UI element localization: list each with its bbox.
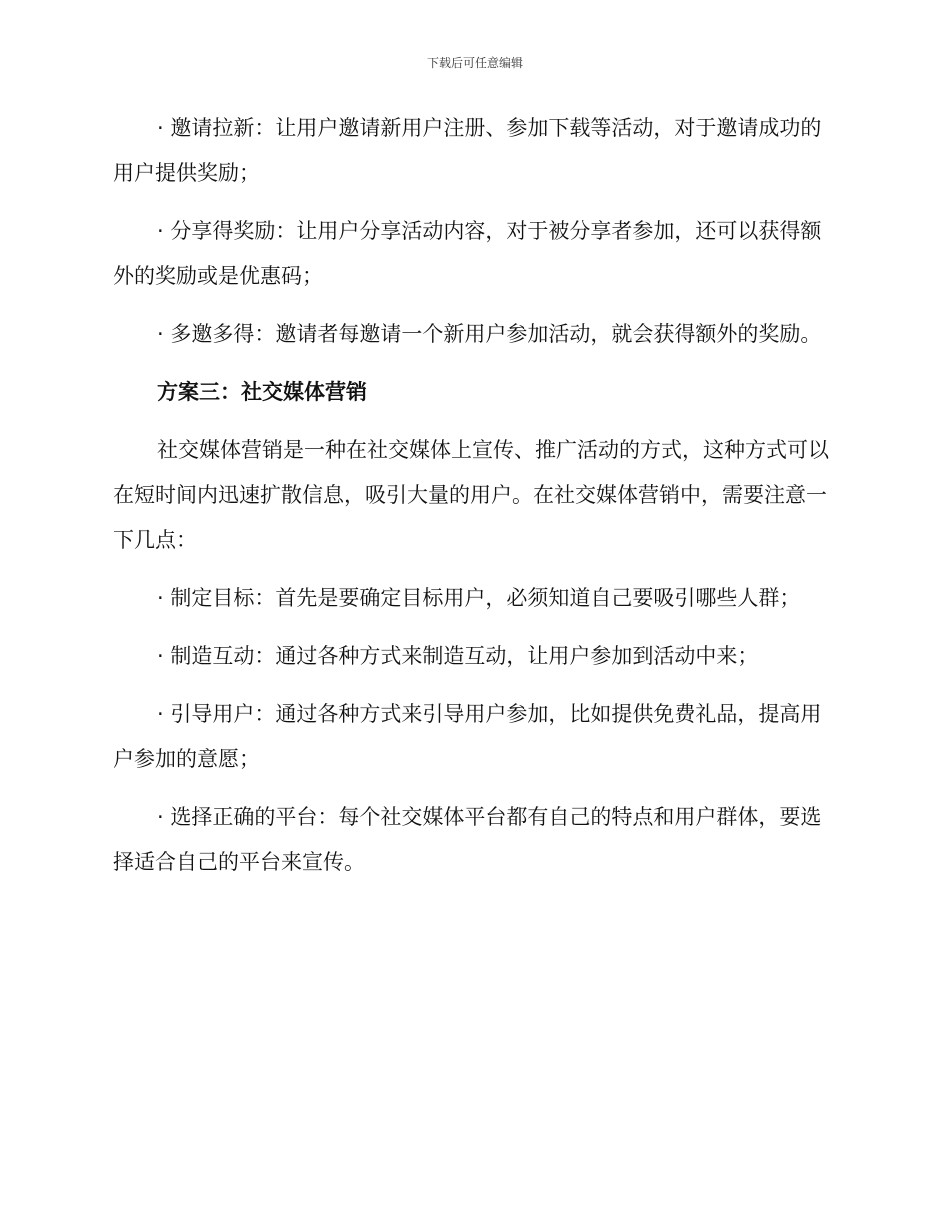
bullet-invite-new: · 邀请拉新：让用户邀请新用户注册、参加下载等活动，对于邀请成功的用户提供奖励； (113, 116, 822, 185)
bullet-set-goal: · 制定目标：首先是要确定目标用户，必须知道自己要吸引哪些人群； (157, 586, 801, 610)
section-intro: 社交媒体营销是一种在社交媒体上宣传、推广活动的方式，这种方式可以在短时间内迅速扩散信息，吸引大量的用户。在社交媒体营销中，需要注意一下几点： (113, 438, 829, 552)
bullet-create-interaction: · 制造互动：通过各种方式来制造互动，让用户参加到活动中来； (157, 644, 759, 668)
section-heading: 方案三：社交媒体营销 (157, 380, 367, 404)
bullet-choose-platform: · 选择正确的平台：每个社交媒体平台都有自己的特点和用户群体，要选择适合自己的平台来宣传。 (113, 805, 822, 874)
bullet-share-reward: · 分享得奖励：让用户分享活动内容，对于被分享者参加，还可以获得额外的奖励或是优惠码； (113, 219, 822, 288)
bullet-guide-users: · 引导用户：通过各种方式来引导用户参加，比如提供免费礼品，提高用户参加的意愿； (113, 702, 822, 771)
document-body (113, 106, 831, 898)
page-header: 下载后可任意编辑 (426, 56, 523, 70)
bullet-more-invites: · 多邀多得：邀请者每邀请一个新用户参加活动，就会获得额外的奖励。 (157, 322, 822, 346)
